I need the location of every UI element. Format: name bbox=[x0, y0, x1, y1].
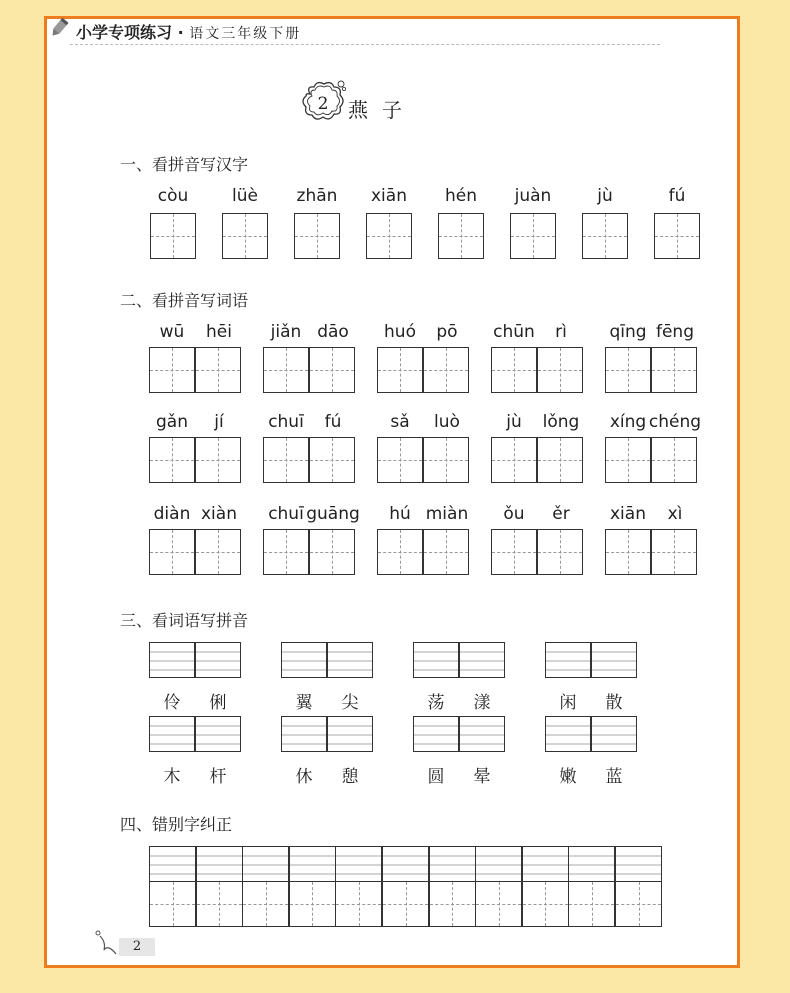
pinyin-writing-box[interactable] bbox=[545, 642, 591, 678]
lesson-title: 燕子 bbox=[348, 98, 416, 122]
tianzige-box[interactable] bbox=[263, 529, 309, 575]
pinyin-label: xiàn bbox=[201, 504, 237, 524]
pinyin-label: huó bbox=[384, 322, 416, 342]
tianzige-box[interactable] bbox=[537, 437, 583, 483]
tianzige-box[interactable] bbox=[377, 437, 423, 483]
tianzige-box[interactable] bbox=[522, 881, 569, 927]
pinyin-label: fēng bbox=[655, 322, 694, 342]
pinyin-label: dāo bbox=[317, 322, 349, 342]
pinyin-label: jù bbox=[506, 412, 522, 432]
tianzige-box[interactable] bbox=[491, 347, 537, 393]
tianzige-box[interactable] bbox=[491, 437, 537, 483]
pinyin-writing-box[interactable] bbox=[242, 846, 289, 882]
pinyin-writing-box[interactable] bbox=[195, 716, 241, 752]
pinyin-label: chuī bbox=[268, 412, 304, 432]
tianzige-box[interactable] bbox=[242, 881, 289, 927]
tianzige-box[interactable] bbox=[294, 213, 340, 259]
pinyin-label: hēi bbox=[206, 322, 232, 342]
tianzige-box[interactable] bbox=[475, 881, 522, 927]
tianzige-box[interactable] bbox=[423, 347, 469, 393]
hanzi-label: 憩 bbox=[341, 767, 359, 787]
pinyin-writing-box[interactable] bbox=[429, 846, 476, 882]
hanzi-label: 翼 bbox=[295, 693, 313, 713]
pinyin-writing-box[interactable] bbox=[591, 642, 637, 678]
pinyin-writing-box[interactable] bbox=[459, 642, 505, 678]
tianzige-box[interactable] bbox=[605, 347, 651, 393]
tianzige-box[interactable] bbox=[195, 347, 241, 393]
pinyin-label: xiān bbox=[371, 186, 407, 206]
tianzige-box[interactable] bbox=[615, 881, 662, 927]
hanzi-label: 圆 bbox=[427, 767, 445, 787]
pinyin-writing-box[interactable] bbox=[459, 716, 505, 752]
hanzi-label: 荡 bbox=[427, 693, 445, 713]
pinyin-label: diàn bbox=[153, 504, 191, 524]
tianzige-box[interactable] bbox=[605, 437, 651, 483]
tianzige-box[interactable] bbox=[309, 347, 355, 393]
hanzi-label: 俐 bbox=[209, 693, 227, 713]
hanzi-label: 蓝 bbox=[605, 767, 623, 787]
hanzi-label: 漾 bbox=[473, 693, 491, 713]
hanzi-label: 尖 bbox=[341, 693, 359, 713]
lesson-number: 2 bbox=[317, 94, 329, 114]
tianzige-box[interactable] bbox=[651, 529, 697, 575]
tianzige-box[interactable] bbox=[149, 881, 196, 927]
tianzige-box[interactable] bbox=[149, 437, 195, 483]
hanzi-label: 嫩 bbox=[559, 767, 577, 787]
pinyin-label: chūn bbox=[493, 322, 535, 342]
pinyin-label: hú bbox=[389, 504, 411, 524]
tianzige-box[interactable] bbox=[537, 347, 583, 393]
tianzige-box[interactable] bbox=[149, 347, 195, 393]
tianzige-box[interactable] bbox=[335, 881, 382, 927]
pinyin-label: lüè bbox=[232, 186, 258, 206]
pinyin-label: ěr bbox=[552, 504, 570, 524]
tianzige-box[interactable] bbox=[309, 529, 355, 575]
pinyin-label: jù bbox=[597, 186, 613, 206]
pinyin-label: fú bbox=[324, 412, 342, 432]
tianzige-box[interactable] bbox=[491, 529, 537, 575]
pinyin-label: sǎ bbox=[390, 412, 410, 432]
pinyin-writing-box[interactable] bbox=[413, 716, 459, 752]
pinyin-writing-box[interactable] bbox=[327, 642, 373, 678]
tianzige-box[interactable] bbox=[195, 529, 241, 575]
pinyin-writing-box[interactable] bbox=[591, 716, 637, 752]
pinyin-label: chéng bbox=[648, 412, 702, 432]
header-divider bbox=[70, 44, 660, 45]
tianzige-box[interactable] bbox=[263, 437, 309, 483]
tianzige-box[interactable] bbox=[309, 437, 355, 483]
pinyin-writing-box[interactable] bbox=[568, 846, 615, 882]
pinyin-label: rì bbox=[555, 322, 567, 342]
pinyin-label: qīng bbox=[609, 322, 647, 342]
pinyin-writing-box[interactable] bbox=[475, 846, 522, 882]
pinyin-writing-box[interactable] bbox=[382, 846, 429, 882]
pinyin-writing-box[interactable] bbox=[289, 846, 336, 882]
lesson-heading bbox=[300, 78, 500, 126]
section1-title: 一、看拼音写汉字 bbox=[120, 155, 249, 174]
hanzi-label: 散 bbox=[605, 693, 623, 713]
tianzige-box[interactable] bbox=[429, 881, 476, 927]
hanzi-label: 晕 bbox=[473, 767, 491, 787]
pinyin-writing-box[interactable] bbox=[413, 642, 459, 678]
tianzige-box[interactable] bbox=[582, 213, 628, 259]
tianzige-box[interactable] bbox=[382, 881, 429, 927]
pencil-icon bbox=[48, 17, 70, 39]
tianzige-box[interactable] bbox=[149, 529, 195, 575]
hanzi-label: 木 bbox=[163, 767, 181, 787]
tianzige-box[interactable] bbox=[222, 213, 268, 259]
header-title: 小学专项练习 · 语文三年级下册 bbox=[76, 23, 302, 42]
tianzige-box[interactable] bbox=[196, 881, 243, 927]
tianzige-box[interactable] bbox=[366, 213, 412, 259]
tianzige-box[interactable] bbox=[195, 437, 241, 483]
pinyin-writing-box[interactable] bbox=[522, 846, 569, 882]
tianzige-box[interactable] bbox=[289, 881, 336, 927]
pinyin-writing-box[interactable] bbox=[545, 716, 591, 752]
pinyin-label: jí bbox=[214, 412, 224, 432]
pinyin-label: xì bbox=[667, 504, 683, 524]
pinyin-label: còu bbox=[157, 186, 189, 206]
tianzige-box[interactable] bbox=[423, 437, 469, 483]
pinyin-writing-box[interactable] bbox=[327, 716, 373, 752]
tianzige-box[interactable] bbox=[537, 529, 583, 575]
pinyin-writing-box[interactable] bbox=[281, 642, 327, 678]
hanzi-label: 闲 bbox=[559, 693, 577, 713]
pinyin-writing-box[interactable] bbox=[615, 846, 662, 882]
pinyin-writing-box[interactable] bbox=[195, 642, 241, 678]
tianzige-box[interactable] bbox=[150, 213, 196, 259]
pinyin-writing-box[interactable] bbox=[149, 846, 196, 882]
pinyin-label: chuī bbox=[268, 504, 304, 524]
pinyin-label: wū bbox=[159, 322, 185, 342]
tianzige-box[interactable] bbox=[651, 347, 697, 393]
tianzige-box[interactable] bbox=[423, 529, 469, 575]
pinyin-writing-box[interactable] bbox=[335, 846, 382, 882]
tianzige-box[interactable] bbox=[377, 347, 423, 393]
swallow-doodle-icon bbox=[94, 928, 120, 958]
section2-title: 二、看拼音写词语 bbox=[120, 291, 249, 310]
pinyin-label: lǒng bbox=[542, 412, 580, 432]
pinyin-label: guāng bbox=[306, 504, 360, 524]
pinyin-label: miàn bbox=[425, 504, 469, 524]
hanzi-label: 休 bbox=[295, 767, 313, 787]
hanzi-label: 杆 bbox=[209, 767, 227, 787]
tianzige-box[interactable] bbox=[568, 881, 615, 927]
hanzi-label: 伶 bbox=[163, 693, 181, 713]
section4-title: 四、错别字纠正 bbox=[120, 815, 233, 834]
pinyin-writing-box[interactable] bbox=[149, 716, 195, 752]
tianzige-box[interactable] bbox=[651, 437, 697, 483]
pinyin-label: pō bbox=[436, 322, 458, 342]
pinyin-label: jiǎn bbox=[270, 322, 302, 342]
pinyin-label: fú bbox=[668, 186, 686, 206]
pinyin-label: xiān bbox=[610, 504, 646, 524]
tianzige-box[interactable] bbox=[263, 347, 309, 393]
page-number: 2 bbox=[119, 938, 155, 956]
pinyin-label: zhān bbox=[296, 186, 338, 206]
pinyin-label: ǒu bbox=[503, 504, 525, 524]
pinyin-label: luò bbox=[434, 412, 460, 432]
tianzige-box[interactable] bbox=[605, 529, 651, 575]
pinyin-writing-box[interactable] bbox=[281, 716, 327, 752]
tianzige-box[interactable] bbox=[377, 529, 423, 575]
section3-title: 三、看词语写拼音 bbox=[120, 611, 249, 630]
pinyin-writing-box[interactable] bbox=[196, 846, 243, 882]
pinyin-label: juàn bbox=[514, 186, 552, 206]
pinyin-label: gǎn bbox=[156, 412, 188, 432]
tianzige-box[interactable] bbox=[510, 213, 556, 259]
pinyin-label: hén bbox=[444, 186, 477, 206]
tianzige-box[interactable] bbox=[654, 213, 700, 259]
tianzige-box[interactable] bbox=[438, 213, 484, 259]
pinyin-writing-box[interactable] bbox=[149, 642, 195, 678]
pinyin-label: xíng bbox=[609, 412, 647, 432]
